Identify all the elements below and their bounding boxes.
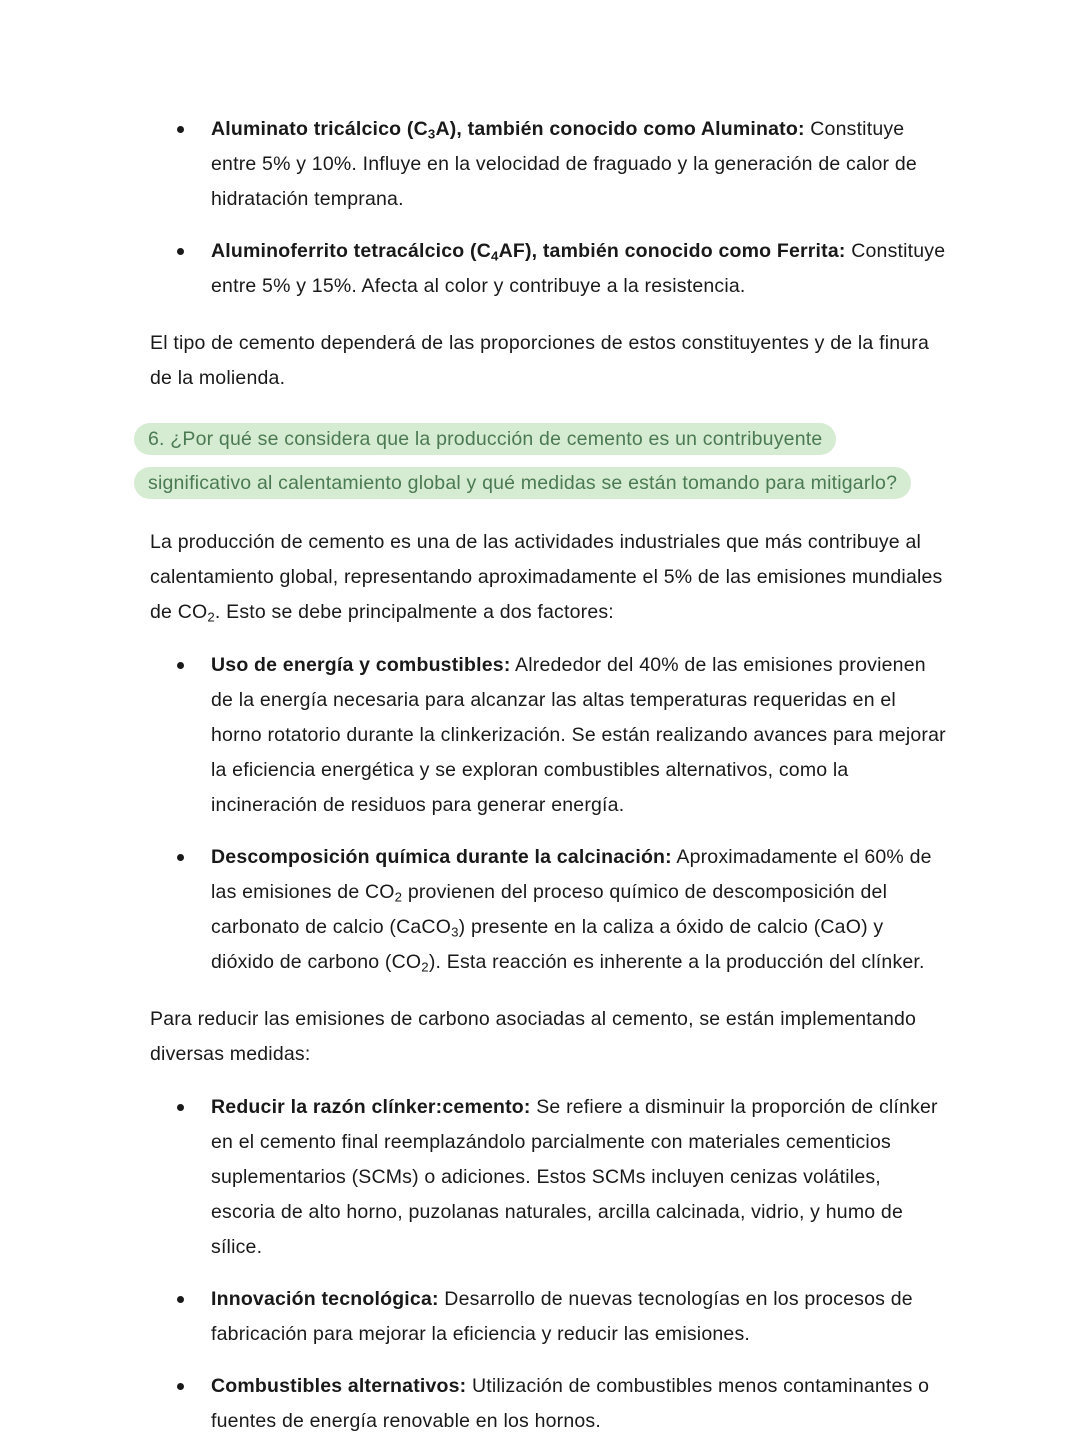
highlight-lines [134,420,962,503]
list-item-lead: Aluminoferrito tetracálcico $(C_4AF)$, también conocido como Ferrita: [211,240,846,264]
document-body [150,112,950,1439]
list-item [150,1282,950,1352]
list-item [150,112,950,217]
list-item-lead: Uso de energía y combustibles: [211,654,511,676]
list-item-lead: Aluminato tricálcico $(C_3A)$, también conocido como Aluminato: [211,118,805,142]
list-item-lead: Descomposición química durante la calcinación: [211,846,672,868]
subscript: 3 [451,924,459,940]
list-item-body: Desarrollo de nuevas tecnologías en los procesos de fabricación para mejorar la eficiencia y reducir las emisiones. [211,1288,913,1345]
bullet-dot-icon [177,854,184,861]
bullet-dot-icon [177,1104,184,1111]
highlight-line-1: 6. ¿Por qué se considera que la producción de cemento es un contribuyente [134,423,836,455]
list-item-lead: Combustibles alternativos: [211,1375,467,1397]
subscript: 2 [421,959,429,975]
bullet-dot-icon [177,1296,184,1303]
list-item-body: Utilización de combustibles menos contaminantes o fuentes de energía renovable en los hornos. [211,1375,930,1432]
list-item-body: Se refiere a disminuir la proporción de clínker en el cemento final reemplazándolo parcialmente con materiales cementicios suplementarios (SCMs) o adiciones. Estos SCMs incluyen cenizas volátiles, escoria de alto horno, puzolanas naturales, arcilla calcinada, vidrio, y humo de sílice. [211,1096,938,1258]
list-item-lead: Innovación tecnológica: [211,1288,439,1310]
list-item-lead: Reducir la razón clínker:cemento: [211,1096,531,1118]
paragraph-tipo-cemento: El tipo de cemento dependerá de las proporciones de estos constituyentes y de la finura de la molienda. [150,332,930,389]
list-item [150,234,950,304]
bullet-dot-icon [177,126,184,133]
paragraph-intro: La producción de cemento es una de las actividades industriales que más contribuye al calentamiento global, representando aproximadamente el 5% de las emisiones mundiales de $CO_2$. Esto se debe principalmente a dos factores: [150,531,943,625]
list-item [150,1090,950,1265]
highlighted-question [134,420,962,503]
subscript: 2 [394,889,403,905]
highlight-line [134,464,962,503]
list-item: Descomposición química durante la calcinación: Aproximadamente el 60% de las emisiones de $CO_2$ provienen del proceso químico de descomposición del carbonato de calcio (CaCO$_3$) presente en la caliza a óxido de calcio (CaO) y dióxido de carbono $(CO_2)$. Esta reacción es inherente a la producción del clínker. [150,840,950,980]
list-item-body: Alrededor del 40% de las emisiones provienen de la energía necesaria para alcanzar las altas temperaturas requeridas en el horno rotatorio durante la clinkerización. Se están realizando avances para mejorar la eficiencia energética y se exploran combustibles alternativos, como la incineración de residuos para generar energía. [211,654,946,816]
subscript: 4 [490,248,499,264]
measures-list [150,1090,950,1439]
clinker-phases-list [150,112,950,304]
highlight-line-2: significativo al calentamiento global y qué medidas se están tomando para mitigarlo? [134,467,911,499]
list-item [150,1369,950,1439]
bullet-dot-icon [177,248,184,255]
paragraph-medidas: Para reducir las emisiones de carbono asociadas al cemento, se están implementando diversas medidas: [150,1008,917,1065]
subscript: 2 [207,609,215,625]
list-item [150,648,950,823]
subscript: 3 [427,126,436,142]
bullet-dot-icon [177,1383,184,1390]
list-item-body: Constituye entre 5% y 15%. Afecta al color y contribuye a la resistencia. [211,240,946,297]
factors-list [150,648,950,980]
bullet-dot-icon [177,662,184,669]
highlight-line [134,420,962,459]
list-item-body: Constituye entre 5% y 10%. Influye en la velocidad de fraguado y la generación de calor de hidratación temprana. [211,118,917,210]
